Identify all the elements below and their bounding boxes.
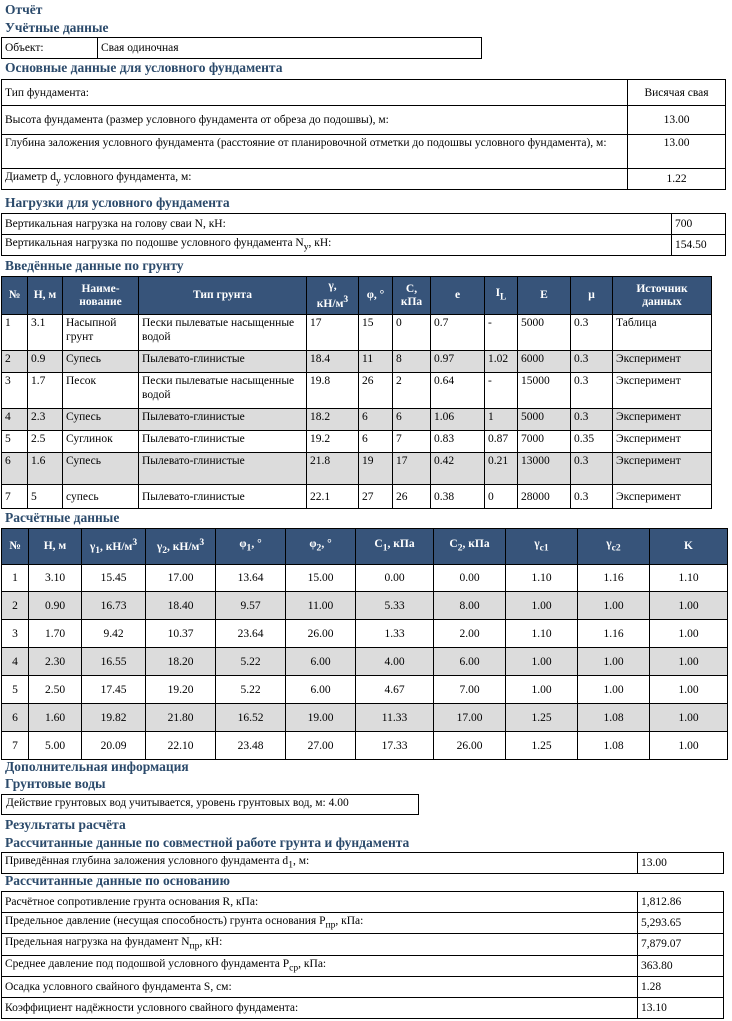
soil-cell-mu: 0.3	[571, 351, 613, 373]
soil-cell-E: 7000	[518, 431, 571, 453]
calc-cell-c1: 11.33	[356, 704, 434, 732]
soil-cell-c: 6	[393, 409, 431, 431]
soil-cell-gamma: 19.2	[307, 431, 359, 453]
soil-cell-source: Эксперимент	[613, 431, 712, 453]
calc-cell-num: 1	[2, 565, 29, 592]
calc-cell-phi2: 27.00	[286, 732, 356, 760]
calc-col-h: Н, м	[29, 529, 82, 565]
calc-cell-h: 0.90	[29, 592, 82, 620]
soil-cell-phi: 6	[359, 409, 393, 431]
calc-cell-phi1: 23.64	[216, 620, 286, 648]
soil-cell-name: Суглинок	[63, 431, 139, 453]
soil-col-source: Источник данных	[613, 277, 712, 315]
calc-cell-c1: 4.00	[356, 648, 434, 676]
soil-col-e: e	[431, 277, 485, 315]
calc-col-gamma2: $\gamma_2$, $кН/м^3$	[146, 529, 216, 565]
soil-cell-name: Песок	[63, 373, 139, 409]
foundation-type-label: Тип фундамента:	[2, 80, 628, 106]
calc-cell-gamma1: 17.45	[82, 676, 146, 704]
base-result-label	[2, 892, 638, 913]
base-result-value: 1.28	[638, 976, 724, 997]
soil-row	[2, 351, 712, 373]
calc-cell-c2: 6.00	[434, 648, 506, 676]
soil-cell-il: 0	[485, 485, 518, 509]
soil-col-E: E	[518, 277, 571, 315]
soil-cell-phi: 19	[359, 453, 393, 485]
calc-cell-gamma2: 22.10	[146, 732, 216, 760]
soil-cell-c: 2	[393, 373, 431, 409]
soil-cell-h: 0.9	[28, 351, 63, 373]
soil-cell-il: 0.87	[485, 431, 518, 453]
base-result-row	[2, 976, 724, 997]
calc-cell-gamma2: 18.40	[146, 592, 216, 620]
calc-row	[2, 732, 728, 760]
calc-cell-gamma2: 18.20	[146, 648, 216, 676]
soil-row	[2, 409, 712, 431]
soil-cell-type: Пылевато-глинистые	[139, 485, 307, 509]
soil-cell-phi: 26	[359, 373, 393, 409]
soil-col-c: С, кПа	[393, 277, 431, 315]
calc-cell-phi2: 19.00	[286, 704, 356, 732]
soil-col-phi: φ, °	[359, 277, 393, 315]
calc-cell-gamma2: 17.00	[146, 565, 216, 592]
soil-cell-num: 4	[2, 409, 28, 431]
soil-cell-name: Насыпной грунт	[63, 315, 139, 351]
calc-cell-gc1: 1.25	[506, 704, 578, 732]
foundation-diameter-label	[2, 169, 628, 190]
calc-col-gc2: $\gamma_{c2}$	[578, 529, 650, 565]
soil-cell-type: Пески пылеватые насыщенные водой	[139, 315, 307, 351]
diameter-label-sub: у	[56, 175, 61, 187]
soil-cell-source: Эксперимент	[613, 373, 712, 409]
base-table	[1, 891, 724, 1019]
base-result-label-tail: , кН:	[199, 936, 223, 949]
soil-cell-source: Эксперимент	[613, 453, 712, 485]
base-load-tail: , кН:	[308, 237, 332, 249]
calc-cell-gc1: 1.10	[506, 620, 578, 648]
calc-cell-k: 1.00	[650, 592, 728, 620]
soil-cell-il: -	[485, 315, 518, 351]
joint-table	[1, 852, 724, 874]
calc-cell-c2: 7.00	[434, 676, 506, 704]
calc-cell-gamma1: 15.45	[82, 565, 146, 592]
soil-cell-name: Супесь	[63, 351, 139, 373]
soil-cell-gamma: 19.8	[307, 373, 359, 409]
calc-cell-gc1: 1.00	[506, 592, 578, 620]
soil-cell-e: 0.97	[431, 351, 485, 373]
calc-cell-phi1: 23.48	[216, 732, 286, 760]
diameter-label-tail: условного фундамента, м:	[60, 171, 192, 183]
soil-cell-e: 0.7	[431, 315, 485, 351]
calc-cell-gamma1: 16.73	[82, 592, 146, 620]
soil-col-num: №	[2, 277, 28, 315]
reduced-depth-tail: , м:	[292, 855, 310, 867]
calc-col-phi1: $\varphi_1$, °	[216, 529, 286, 565]
soil-cell-il: 1.02	[485, 351, 518, 373]
calc-cell-k: 1.00	[650, 676, 728, 704]
calc-cell-k: 1.00	[650, 620, 728, 648]
soil-col-il: $I_L$	[485, 277, 518, 315]
soil-cell-name: Супесь	[63, 409, 139, 431]
base-result-label-text: Предельное давление (несущая способность) грунта основания Р	[5, 915, 326, 927]
soil-row	[2, 315, 712, 351]
soil-cell-gamma: 21.8	[307, 453, 359, 485]
foundation-height-label: Высота фундамента (размер условного фундамента от обреза до подошвы), м:	[2, 106, 628, 135]
base-load-sub: у	[303, 241, 309, 253]
soil-cell-type: Пылевато-глинистые	[139, 351, 307, 373]
object-label: Объект:	[2, 38, 98, 59]
soil-cell-num: 7	[2, 485, 28, 509]
calc-cell-gamma1: 9.42	[82, 620, 146, 648]
additional-heading: Дополнительная информация	[5, 759, 189, 774]
soil-cell-gamma: 17	[307, 315, 359, 351]
joint-heading: Рассчитанные данные по совместной работе грунта и фундамента	[5, 835, 410, 850]
soil-cell-h: 1.6	[28, 453, 63, 485]
foundation-depth-value: 13.00	[628, 135, 726, 169]
calc-cell-gamma2: 21.80	[146, 704, 216, 732]
soil-cell-E: 6000	[518, 351, 571, 373]
basic-table	[1, 79, 726, 190]
soil-row	[2, 431, 712, 453]
calc-cell-c1: 1.33	[356, 620, 434, 648]
calc-cell-num: 6	[2, 704, 29, 732]
calc-cell-c2: 17.00	[434, 704, 506, 732]
soil-cell-type: Пылевато-глинистые	[139, 409, 307, 431]
soil-cell-c: 7	[393, 431, 431, 453]
calc-row	[2, 676, 728, 704]
soil-row	[2, 373, 712, 409]
soil-cell-il: 1	[485, 409, 518, 431]
reduced-depth-sub: 1	[288, 859, 293, 871]
calc-cell-gc2: 1.00	[578, 648, 650, 676]
soil-cell-h: 3.1	[28, 315, 63, 351]
calc-heading: Расчётные данные	[5, 510, 120, 525]
base-result-label	[2, 913, 638, 934]
base-result-label-text: Коэффициент надёжности условного свайного фундамента:	[5, 1001, 299, 1014]
calc-cell-gc1: 1.10	[506, 565, 578, 592]
soil-cell-name: Супесь	[63, 453, 139, 485]
soil-cell-num: 5	[2, 431, 28, 453]
calc-cell-num: 5	[2, 676, 29, 704]
calc-cell-phi2: 15.00	[286, 565, 356, 592]
soil-cell-phi: 11	[359, 351, 393, 373]
calc-cell-c2: 0.00	[434, 565, 506, 592]
basic-heading: Основные данные для условного фундамента	[5, 60, 283, 75]
head-load-value: 700	[672, 214, 726, 235]
calc-cell-gamma1: 16.55	[82, 648, 146, 676]
calc-cell-num: 2	[2, 592, 29, 620]
soil-cell-gamma: 18.2	[307, 409, 359, 431]
calc-cell-c1: 4.67	[356, 676, 434, 704]
soil-col-gamma: γ, $кН/м^3$	[307, 277, 359, 315]
soil-cell-e: 1.06	[431, 409, 485, 431]
soil-cell-c: 0	[393, 315, 431, 351]
calc-table	[1, 528, 728, 760]
calc-cell-phi1: 5.22	[216, 676, 286, 704]
base-result-value: 1,812.86	[638, 892, 724, 913]
base-result-value: 7,879.07	[638, 934, 724, 955]
soil-col-name-b: нование	[79, 295, 122, 308]
reduced-depth-value: 13.00	[638, 853, 724, 874]
calc-row	[2, 704, 728, 732]
soil-cell-E: 5000	[518, 315, 571, 351]
base-result-value: 5,293.65	[638, 913, 724, 934]
base-result-label-tail: , кПа:	[335, 915, 364, 927]
account-heading: Учётные данные	[5, 20, 109, 35]
calc-cell-c1: 0.00	[356, 565, 434, 592]
soil-heading: Введённые данные по грунту	[5, 258, 184, 273]
calc-cell-num: 4	[2, 648, 29, 676]
base-load-label	[2, 235, 672, 256]
base-result-label-tail: , кПа:	[298, 957, 327, 970]
loads-heading: Нагрузки для условного фундамента	[5, 195, 230, 210]
calc-cell-gc1: 1.00	[506, 676, 578, 704]
base-result-label-sub: пр	[325, 919, 336, 931]
soil-cell-source: Таблица	[613, 315, 712, 351]
calc-cell-gamma2: 19.20	[146, 676, 216, 704]
soil-cell-c: 8	[393, 351, 431, 373]
calc-cell-phi1: 5.22	[216, 648, 286, 676]
soil-cell-mu: 0.3	[571, 373, 613, 409]
soil-cell-c: 26	[393, 485, 431, 509]
soil-cell-c: 17	[393, 453, 431, 485]
soil-col-name	[63, 277, 139, 315]
base-result-label-text: Предельная нагрузка на фундамент N	[5, 936, 190, 949]
soil-cell-E: 5000	[518, 409, 571, 431]
base-result-row	[2, 892, 724, 913]
calc-cell-gamma2: 10.37	[146, 620, 216, 648]
calc-cell-gc2: 1.08	[578, 704, 650, 732]
calc-cell-c1: 17.33	[356, 732, 434, 760]
soil-cell-h: 2.3	[28, 409, 63, 431]
soil-table	[1, 276, 712, 509]
soil-cell-source: Эксперимент	[613, 485, 712, 509]
soil-cell-h: 2.5	[28, 431, 63, 453]
calc-cell-h: 1.60	[29, 704, 82, 732]
calc-cell-phi2: 26.00	[286, 620, 356, 648]
calc-col-k: K	[650, 529, 728, 565]
soil-cell-num: 6	[2, 453, 28, 485]
report-title: Отчёт	[5, 2, 43, 17]
base-load-value: 154.50	[672, 235, 726, 256]
soil-col-type: Тип грунта	[139, 277, 307, 315]
soil-col-h: Н, м	[28, 277, 63, 315]
soil-cell-h: 1.7	[28, 373, 63, 409]
base-result-label-text: Среднее давление под подошвой условного фундамента Р	[5, 957, 290, 970]
soil-cell-mu: 0.3	[571, 409, 613, 431]
head-load-label: Вертикальная нагрузка на голову сваи N, кН:	[2, 214, 672, 235]
foundation-depth-label: Глубина заложения условного фундамента (расстояние от планировочной отметки до подошвы условного фундамента), м:	[2, 135, 628, 169]
calc-cell-gc2: 1.16	[578, 620, 650, 648]
calc-cell-h: 1.70	[29, 620, 82, 648]
base-heading: Рассчитанные данные по основанию	[5, 873, 230, 888]
calc-cell-num: 7	[2, 732, 29, 760]
calc-cell-gc2: 1.00	[578, 592, 650, 620]
soil-col-name-a: Наиме-	[81, 282, 120, 295]
calc-cell-h: 5.00	[29, 732, 82, 760]
soil-row	[2, 453, 712, 485]
calc-cell-gc2: 1.16	[578, 565, 650, 592]
calc-cell-k: 1.10	[650, 565, 728, 592]
calc-col-gamma1: $\gamma_1$, $кН/м^3$	[82, 529, 146, 565]
soil-cell-E: 28000	[518, 485, 571, 509]
soil-cell-type: Пески пылеватые насыщенные водой	[139, 373, 307, 409]
calc-cell-phi1: 16.52	[216, 704, 286, 732]
soil-cell-h: 5	[28, 485, 63, 509]
base-result-value: 13.10	[638, 997, 724, 1018]
calc-cell-k: 1.00	[650, 704, 728, 732]
diameter-label-text: Диаметр d	[5, 171, 57, 183]
base-result-value: 363.80	[638, 955, 724, 976]
soil-cell-gamma: 22.1	[307, 485, 359, 509]
soil-row	[2, 485, 712, 509]
base-result-label	[2, 955, 638, 976]
foundation-height-value: 13.00	[628, 106, 726, 135]
calc-cell-gc2: 1.00	[578, 676, 650, 704]
soil-cell-num: 2	[2, 351, 28, 373]
soil-cell-type: Пылевато-глинистые	[139, 431, 307, 453]
soil-cell-E: 15000	[518, 373, 571, 409]
calc-cell-gamma1: 20.09	[82, 732, 146, 760]
base-result-row	[2, 955, 724, 976]
soil-cell-type: Пылевато-глинистые	[139, 453, 307, 485]
soil-cell-e: 0.42	[431, 453, 485, 485]
calc-row	[2, 592, 728, 620]
calc-cell-h: 2.50	[29, 676, 82, 704]
calc-cell-k: 1.00	[650, 648, 728, 676]
soil-cell-source: Эксперимент	[613, 351, 712, 373]
calc-col-gc1: $\gamma_{c1}$	[506, 529, 578, 565]
groundwater-text: Действие грунтовых вод учитывается, уровень грунтовых вод, м: 4.00	[1, 794, 419, 815]
soil-cell-e: 0.83	[431, 431, 485, 453]
soil-cell-num: 3	[2, 373, 28, 409]
base-result-label-text: Расчётное сопротивление грунта основания R, кПа:	[5, 896, 259, 908]
base-result-label	[2, 976, 638, 997]
soil-cell-source: Эксперимент	[613, 409, 712, 431]
calc-cell-phi2: 6.00	[286, 648, 356, 676]
soil-cell-mu: 0.3	[571, 485, 613, 509]
soil-cell-il: -	[485, 373, 518, 409]
calc-row	[2, 620, 728, 648]
calc-col-c1: $С_1$, кПа	[356, 529, 434, 565]
reduced-depth-text: Приведённая глубина заложения условного фундамента d	[5, 855, 289, 867]
object-value: Свая одиночная	[98, 38, 482, 59]
calc-col-c2: $С_2$, кПа	[434, 529, 506, 565]
calc-cell-c2: 2.00	[434, 620, 506, 648]
base-load-text: Вертикальная нагрузка по подошве условного фундамента N	[5, 237, 304, 249]
calc-row	[2, 648, 728, 676]
calc-cell-phi2: 11.00	[286, 592, 356, 620]
base-result-row	[2, 913, 724, 934]
calc-cell-phi1: 9.57	[216, 592, 286, 620]
base-result-row	[2, 934, 724, 955]
base-result-label-sub: пр	[189, 940, 200, 952]
account-table	[1, 37, 482, 59]
calc-cell-phi1: 13.64	[216, 565, 286, 592]
foundation-type-value: Висячая свая	[628, 80, 726, 106]
base-result-label	[2, 997, 638, 1018]
soil-cell-mu: 0.3	[571, 453, 613, 485]
calc-col-num: №	[2, 529, 29, 565]
soil-cell-mu: 0.3	[571, 315, 613, 351]
calc-cell-c2: 8.00	[434, 592, 506, 620]
base-result-label	[2, 934, 638, 955]
calc-cell-h: 3.10	[29, 565, 82, 592]
base-result-row	[2, 997, 724, 1018]
calc-cell-gc1: 1.00	[506, 648, 578, 676]
calc-cell-c1: 5.33	[356, 592, 434, 620]
calc-row	[2, 565, 728, 592]
foundation-diameter-value: 1.22	[628, 169, 726, 190]
soil-cell-E: 13000	[518, 453, 571, 485]
soil-cell-mu: 0.35	[571, 431, 613, 453]
loads-table	[1, 213, 726, 256]
base-result-label-sub: ср	[289, 961, 299, 973]
soil-cell-num: 1	[2, 315, 28, 351]
soil-cell-il: 0.21	[485, 453, 518, 485]
calc-cell-num: 3	[2, 620, 29, 648]
soil-col-mu: μ	[571, 277, 613, 315]
soil-cell-phi: 15	[359, 315, 393, 351]
groundwater-heading: Грунтовые воды	[5, 776, 106, 791]
soil-cell-e: 0.64	[431, 373, 485, 409]
calc-cell-gc1: 1.25	[506, 732, 578, 760]
calc-col-phi2: $\varphi_2$, °	[286, 529, 356, 565]
calc-cell-k: 1.00	[650, 732, 728, 760]
soil-cell-phi: 6	[359, 431, 393, 453]
calc-cell-gc2: 1.08	[578, 732, 650, 760]
results-heading: Результаты расчёта	[5, 817, 126, 832]
calc-cell-phi2: 6.00	[286, 676, 356, 704]
soil-cell-gamma: 18.4	[307, 351, 359, 373]
calc-cell-h: 2.30	[29, 648, 82, 676]
reduced-depth-label	[2, 853, 638, 874]
calc-cell-gamma1: 19.82	[82, 704, 146, 732]
soil-cell-e: 0.38	[431, 485, 485, 509]
base-result-label-text: Осадка условного свайного фундамента S, см:	[5, 980, 232, 993]
calc-cell-c2: 26.00	[434, 732, 506, 760]
soil-cell-phi: 27	[359, 485, 393, 509]
soil-cell-name: супесь	[63, 485, 139, 509]
